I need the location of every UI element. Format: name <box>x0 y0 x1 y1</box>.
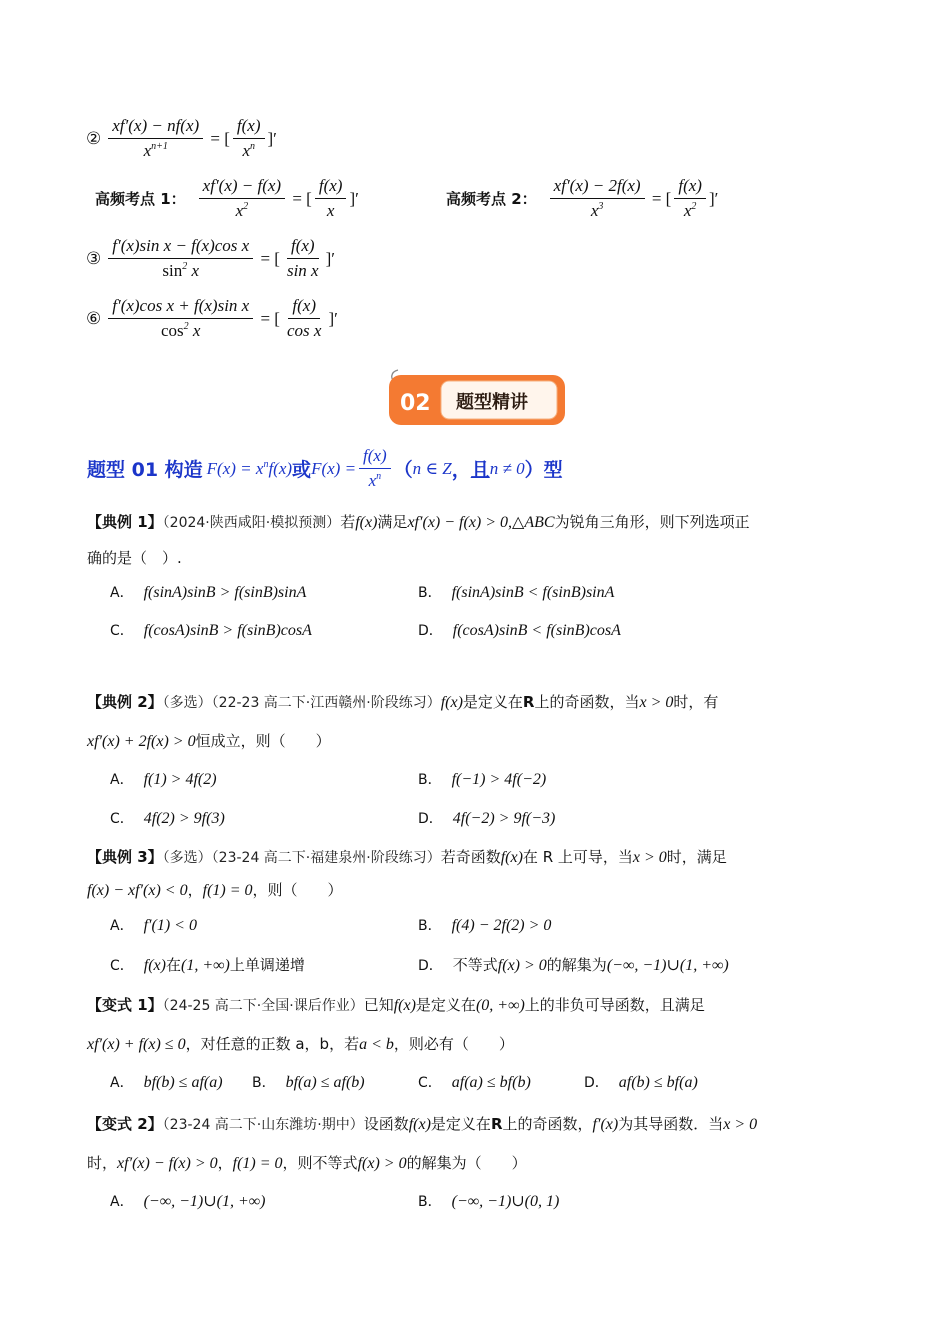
fraction: $\frac{\text{f′(x)sin x − f(x)cos x}}{\sin^2 x}$ <box>108 236 253 281</box>
option-b[interactable]: B． f(4) − 2f(2) > 0 <box>418 917 552 934</box>
option-c[interactable]: C． 4f(2) > 9f(3) <box>110 810 225 827</box>
example-2-line-1: 【典例 2】（多选）（22-23 高二下·江西赣州·阶段练习）f(x)是定义在R上的奇函数，当x > 0时，有 <box>87 693 719 711</box>
option-a[interactable]: A． (−∞, −1)∪(1, +∞) <box>110 1193 266 1210</box>
option-d[interactable]: D． af(b) ≤ bf(a) <box>584 1074 698 1091</box>
option-a[interactable]: A． f(1) > 4f(2) <box>110 771 217 788</box>
option-b[interactable]: B． bf(a) ≤ af(b) <box>252 1074 365 1091</box>
option-a[interactable]: A． f′(1) < 0 <box>110 917 197 934</box>
fraction: $\frac{f(x)}{x^n}$ <box>359 446 391 491</box>
option-a[interactable]: A． bf(b) ≤ af(a) <box>110 1074 223 1091</box>
option-b[interactable]: B． (−∞, −1)∪(0, 1) <box>418 1193 560 1210</box>
formula-3: ③ $\frac{\text{f′(x)sin x − f(x)cos x}}{\sin^2 x}$ = [ $\frac{f(x)}{\text{sin x}}$ ]′ <box>86 236 335 280</box>
badge-number: 02 <box>400 391 431 416</box>
example-3-line-1: 【典例 3】（多选）（23-24 高二下·福建泉州·阶段练习）若奇函数f(x)在 R 上可导，当x > 0时，满足 <box>87 848 727 866</box>
high-freq-point-1: 高频考点 1： $\frac{xf'(x) - f(x)}{x^2}$ = [ $\frac{f(x)}{x}$ ]′ <box>95 176 359 220</box>
fraction: $\frac{f(x)}{x^n}$ <box>233 116 265 161</box>
variant-2-line-2: 时，xf′(x) − f(x) > 0，f(1) = 0，则不等式f(x) > 0的解集为（ ） <box>87 1154 527 1172</box>
example-1-line-1: 【典例 1】（2024·陕西咸阳·模拟预测）若f(x)满足xf′(x) − f(x) > 0,△ABC为锐角三角形，则下列选项正 <box>87 513 750 531</box>
fraction: $\frac{xf'(x) - f(x)}{x^2}$ <box>199 176 285 221</box>
fraction: $\frac{xf'(x) - nf(x)}{x^{n+1}}$ <box>108 116 203 161</box>
fraction: $\frac{f(x)}{\text{sin x}}$ <box>286 236 319 280</box>
formula-6: ⑥ $\frac{\text{f′(x)cos x + f(x)sin x}}{\cos^2 x}$ = [ $\frac{f(x)}{\text{cos x}}$ ]′ <box>86 296 338 340</box>
option-d[interactable]: D． 不等式f(x) > 0的解集为(−∞, −1)∪(1, +∞) <box>418 956 729 974</box>
fraction: $\frac{f(x)}{\text{cos x}}$ <box>286 296 322 340</box>
section-heading: 题型 01 构造 $F(x) = x^nf(x)$ 或 F(x) = $\frac{f(x)}{x^n}$ （ n ∈ Z ， 且 n ≠ 0 ） 型 <box>87 446 563 490</box>
fraction: $\frac{\text{f′(x)cos x + f(x)sin x}}{\cos^2 x}$ <box>108 296 253 341</box>
example-1-line-2: 确的是（ ）. <box>87 549 182 567</box>
fraction: $\frac{f(x)}{x}$ <box>315 176 347 221</box>
formula-marker: ② <box>86 128 102 149</box>
option-d[interactable]: D． f(cosA)sinB < f(sinB)cosA <box>418 622 621 639</box>
section-badge <box>386 368 568 426</box>
option-b[interactable]: B． f(sinA)sinB < f(sinB)sinA <box>418 584 615 601</box>
high-freq-point-2: 高频考点 2： $\frac{xf'(x) - 2f(x)}{x^3}$ = [ $\frac{f(x)}{x^2}$ ]′ <box>446 176 719 220</box>
option-b[interactable]: B． f(−1) > 4f(−2) <box>418 771 547 788</box>
formula-2: ② $\frac{xf'(x) - nf(x)}{x^{n+1}}$ = [ $\frac{f(x)}{x^n}$ ]′ <box>86 116 277 160</box>
option-d[interactable]: D． 4f(−2) > 9f(−3) <box>418 810 556 827</box>
option-c[interactable]: C． af(a) ≤ bf(b) <box>418 1074 531 1091</box>
option-a[interactable]: A． f(sinA)sinB > f(sinB)sinA <box>110 584 307 601</box>
fraction: $\frac{xf'(x) - 2f(x)}{x^3}$ <box>550 176 645 221</box>
option-c[interactable]: C． f(cosA)sinB > f(sinB)cosA <box>110 622 312 639</box>
variant-2-line-1: 【变式 2】（23-24 高二下·山东潍坊·期中）设函数f(x)是定义在R上的奇函数，f′(x)为其导函数．当x > 0 <box>87 1115 758 1133</box>
example-2-line-2: xf′(x) + 2f(x) > 0恒成立，则（ ） <box>87 732 331 750</box>
example-3-line-2: f(x) − xf′(x) < 0，f(1) = 0，则（ ） <box>87 881 343 899</box>
option-c[interactable]: C． f(x)在(1, +∞)上单调递增 <box>110 956 305 974</box>
fraction: $\frac{f(x)}{x^2}$ <box>674 176 706 221</box>
variant-1-line-2: xf′(x) + f(x) ≤ 0，对任意的正数 a，b，若a < b，则必有（ ） <box>87 1035 514 1053</box>
badge-text: 题型精讲 <box>456 392 528 413</box>
badge-graphic <box>386 368 568 426</box>
variant-1-line-1: 【变式 1】（24-25 高二下·全国·课后作业）已知f(x)是定义在(0, +∞)上的非负可导函数，且满足 <box>87 996 705 1014</box>
